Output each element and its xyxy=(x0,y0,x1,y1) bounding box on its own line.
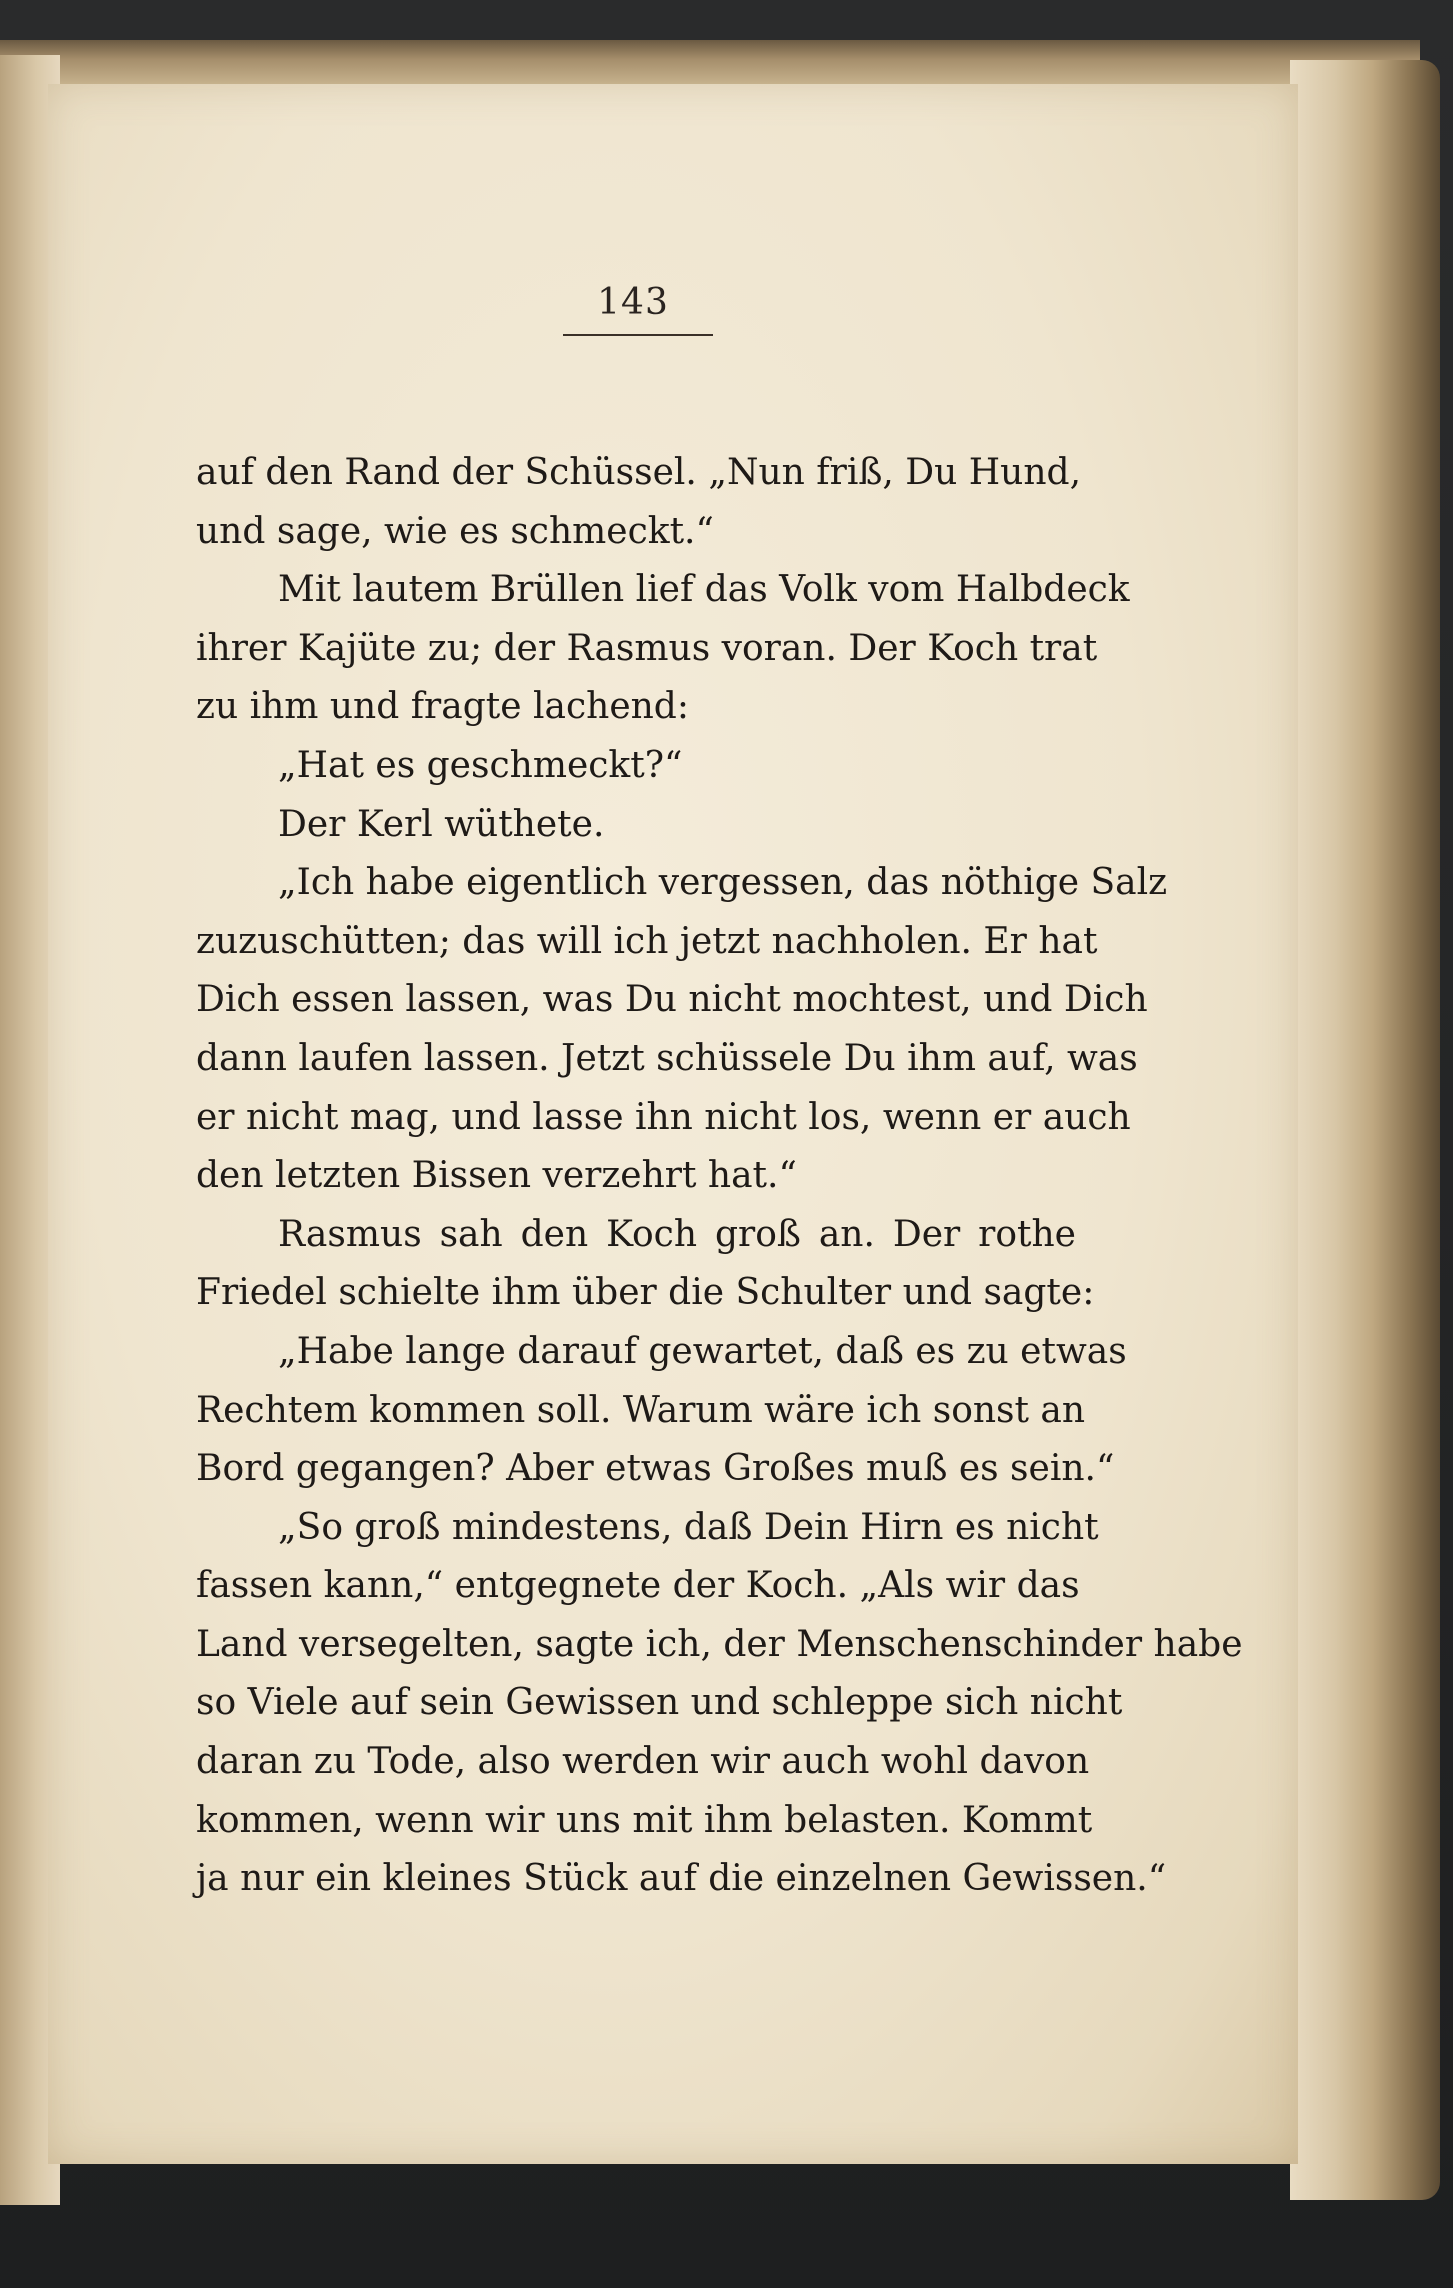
text-line: Friedel schielte ihm über die Schulter und sagte: xyxy=(196,1272,1095,1314)
text-line: so Viele auf sein Gewissen und schleppe sich nicht xyxy=(196,1682,1123,1724)
text-line: Der Kerl wüthete. xyxy=(278,803,605,845)
book-page xyxy=(48,84,1298,2164)
text-line: Bord gegangen? Aber etwas Großes muß es sein.“ xyxy=(196,1448,1115,1490)
text-line: zu ihm und fragte lachend: xyxy=(196,686,689,728)
text-line: dann laufen lassen. Jetzt schüssele Du ihm auf, was xyxy=(196,1037,1138,1079)
text-line: Dich essen lassen, was Du nicht mochtest, und Dich xyxy=(196,979,1148,1021)
book-top-edge xyxy=(0,40,1420,88)
page-number-rule xyxy=(563,334,713,336)
text-line: daran zu Tode, also werden wir auch wohl davon xyxy=(196,1741,1090,1783)
text-line: er nicht mag, und lasse ihn nicht los, wenn er auch xyxy=(196,1096,1131,1138)
text-line: fassen kann,“ entgegnete der Koch. „Als wir das xyxy=(196,1565,1080,1607)
text-line: Land versegelten, sagte ich, der Menschenschinder habe xyxy=(196,1623,1243,1665)
text-line: Rechtem kommen soll. Warum wäre ich sonst an xyxy=(196,1389,1086,1431)
book-page-stack xyxy=(1290,60,1440,2200)
text-line: „Ich habe eigentlich vergessen, das nöthige Salz xyxy=(278,862,1168,904)
text-line: „Hat es geschmeckt?“ xyxy=(278,744,683,786)
text-line: kommen, wenn wir uns mit ihm belasten. Kommt xyxy=(196,1799,1093,1841)
text-line: Rasmus sah den Koch groß an. Der rothe xyxy=(278,1213,1076,1255)
text-line: zuzuschütten; das will ich jetzt nachholen. Er hat xyxy=(196,920,1098,962)
text-line: und sage, wie es schmeckt.“ xyxy=(196,510,714,552)
body-text xyxy=(196,444,1243,1909)
text-line: „Habe lange darauf gewartet, daß es zu etwas xyxy=(278,1330,1127,1372)
text-line: den letzten Bissen verzehrt hat.“ xyxy=(196,1155,797,1197)
text-line: ja nur ein kleines Stück auf die einzelnen Gewissen.“ xyxy=(196,1858,1167,1900)
text-line: Mit lautem Brüllen lief das Volk vom Halbdeck xyxy=(278,569,1130,611)
page-number: 143 xyxy=(597,282,669,323)
text-line: ihrer Kajüte zu; der Rasmus voran. Der Koch trat xyxy=(196,627,1098,669)
text-line: „So groß mindestens, daß Dein Hirn es nicht xyxy=(278,1506,1099,1548)
text-line: auf den Rand der Schüssel. „Nun friß, Du Hund, xyxy=(196,452,1082,493)
